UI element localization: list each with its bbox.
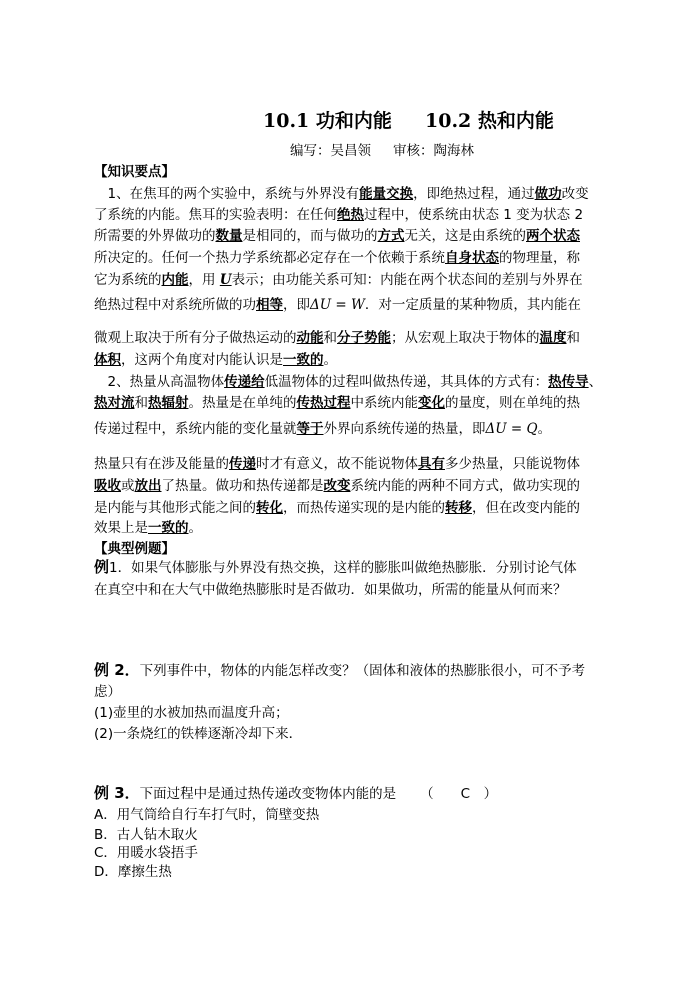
- example-3-option-c: C．用暖水袋捂手: [94, 845, 198, 861]
- key-term: 等于: [296, 421, 324, 437]
- text-run: 它为系统的: [94, 272, 162, 288]
- text-run: 。: [537, 421, 552, 437]
- example-1-label: 例: [94, 558, 110, 576]
- example-1-line-1: 1．如果气体膨胀与外界没有热交换，这样的膨胀叫做绝热膨胀．分别讨论气体: [109, 560, 577, 576]
- text-run: 的量度，则在单纯的热: [445, 395, 580, 411]
- text-run: 外界向系统传递的热量，即: [323, 421, 486, 437]
- key-term: 自身状态: [445, 250, 499, 266]
- text-run: 传递过程中，系统内能的变化量就: [94, 421, 297, 437]
- title-part-2: 10.2 热和内能: [425, 110, 554, 132]
- example-3-option-b: B．古人钻木取火: [94, 827, 198, 843]
- text-run: 所需要的外界做功的: [94, 228, 216, 244]
- key-term: 变化: [418, 395, 445, 411]
- text-run: ，但在改变内能的: [472, 500, 580, 516]
- example-3: [94, 782, 497, 803]
- key-term: 内能: [161, 272, 189, 288]
- text-run: 的物理量，称: [499, 250, 580, 266]
- knowledge-line: [94, 348, 337, 368]
- knowledge-heading: 【知识要点】: [94, 164, 175, 180]
- text-run: 。: [188, 520, 202, 536]
- knowledge-line: [94, 452, 580, 472]
- text-run: 无关，这是由系统的: [404, 228, 526, 244]
- knowledge-line: [94, 391, 580, 411]
- author-line: [290, 139, 474, 159]
- example-3-label: 例 3．: [94, 784, 140, 802]
- key-term: 放出: [134, 478, 162, 494]
- knowledge-line: [94, 182, 589, 202]
- text-run: 了系统的内能。焦耳的实验表明：在任何: [94, 207, 337, 223]
- reviewer-credit: 审核：陶海林: [393, 143, 474, 159]
- example-2-line-2: 虑）: [94, 684, 121, 700]
- key-term: 一致的: [148, 520, 189, 536]
- key-term: 体积: [94, 352, 121, 368]
- example-2-line-4: (2)一条烧红的铁棒逐渐冷却下来．: [94, 726, 303, 742]
- key-term: 分子势能: [337, 330, 391, 346]
- text-run: 低温物体的过程叫做热传递，其具体的方式有：: [264, 374, 549, 390]
- key-term: 具有: [418, 456, 445, 472]
- key-term: 热辐射: [148, 395, 189, 411]
- key-term: 传递给: [224, 374, 265, 390]
- text-run: 或: [121, 478, 135, 494]
- text-run: 绝热过程中对系统所做的功: [94, 297, 256, 313]
- knowledge-line: [94, 417, 551, 437]
- examples-heading: 【典型例题】: [94, 541, 175, 557]
- key-term: 热对流: [94, 395, 135, 411]
- key-term: 热传导: [548, 374, 589, 390]
- text-run: 过程中，使系统由状态 1 变为状态 2: [364, 207, 584, 223]
- key-term: 传热过程: [296, 395, 351, 411]
- key-term: 能量交换: [359, 186, 414, 202]
- text-run: 了热量。做功和热传递都是: [161, 478, 324, 494]
- text-run: 。热量是在单纯的: [188, 395, 297, 411]
- editor-credit: 编写：吴昌领: [290, 143, 371, 159]
- text-run: ；从宏观上取决于物体的: [391, 330, 540, 346]
- key-term: 动能: [296, 330, 324, 346]
- text-run: 1、在焦耳的两个实验中，系统与外界没有: [94, 186, 360, 202]
- key-term: 吸收: [94, 478, 121, 494]
- text-run: 效果上是: [94, 520, 148, 536]
- knowledge-line: [94, 326, 580, 346]
- key-term: 转移: [445, 500, 472, 516]
- key-term: 做功: [534, 186, 562, 202]
- key-term: 改变: [323, 478, 351, 494]
- title-part-1: 10.1 功和内能: [263, 110, 392, 132]
- text-run: 是相同的，而与做功的: [242, 228, 378, 244]
- formula: ΔU = W: [310, 297, 365, 313]
- text-run: 和: [566, 330, 580, 346]
- text-run: 所决定的。任何一个热力学系统都必定存在一个依赖于系统: [94, 250, 445, 266]
- key-term: 数量: [215, 228, 243, 244]
- text-run: 微观上取决于所有分子做热运动的: [94, 330, 297, 346]
- knowledge-line: [94, 516, 202, 536]
- knowledge-line: [94, 268, 583, 288]
- text-run: 。: [323, 352, 337, 368]
- text-run: 2、热量从高温物体: [94, 374, 225, 390]
- knowledge-line: [94, 496, 580, 516]
- text-run: 是内能与其他形式能之间的: [94, 500, 256, 516]
- text-run: ，即绝热过程，通过: [413, 186, 535, 202]
- example-3-option-d: D．摩擦生热: [94, 864, 172, 880]
- example-3-answer: （ C ）: [420, 786, 498, 802]
- text-run: 时才有意义，故不能说物体: [256, 456, 418, 472]
- key-term: 两个状态: [526, 228, 580, 244]
- text-run: 和: [323, 330, 337, 346]
- key-term: 转化: [256, 500, 283, 516]
- key-term: 绝热: [337, 207, 364, 223]
- example-3-question: 下面过程中是通过热传递改变物体内能的是: [139, 786, 397, 802]
- example-3-option-a: A．用气筒给自行车打气时，筒壁变热: [94, 807, 320, 823]
- text-run: ．对一定质量的某种物质，其内能在: [364, 297, 581, 313]
- key-term: 方式: [377, 228, 405, 244]
- text-run: 表示；由功能关系可知：内能在两个状态间的差别与外界在: [231, 272, 583, 288]
- knowledge-line: [94, 203, 583, 223]
- text-run: ，用: [188, 272, 220, 288]
- text-run: ，这两个角度对内能认识是: [121, 352, 283, 368]
- key-term: U: [219, 272, 232, 288]
- knowledge-line: [94, 474, 580, 494]
- knowledge-line: [94, 246, 580, 266]
- key-term: 温度: [539, 330, 567, 346]
- text-run: 改变: [561, 186, 589, 202]
- text-run: 系统内能的两种不同方式，做功实现的: [350, 478, 580, 494]
- text-run: 、: [588, 374, 603, 390]
- knowledge-line: [94, 370, 602, 390]
- knowledge-line: [94, 293, 581, 313]
- example-1: [94, 556, 577, 577]
- key-term: 相等: [256, 297, 283, 313]
- example-2-line-1: 下列事件中，物体的内能怎样改变？（固体和液体的热膨胀很小，可不予考: [139, 663, 586, 679]
- text-run: 热量只有在涉及能量的: [94, 456, 229, 472]
- text-run: ，即: [283, 297, 310, 313]
- knowledge-line: [94, 224, 580, 244]
- example-2-label: 例 2．: [94, 661, 140, 679]
- text-run: 和: [134, 395, 148, 411]
- text-run: 中系统内能: [350, 395, 418, 411]
- formula: ΔU = Q: [485, 421, 538, 437]
- key-term: 传递: [229, 456, 256, 472]
- text-run: ，而热传递实现的是内能的: [283, 500, 445, 516]
- text-run: 多少热量，只能说物体: [445, 456, 580, 472]
- example-2: [94, 659, 585, 680]
- example-2-line-3: (1)壶里的水被加热而温度升高；: [94, 705, 289, 721]
- example-1-line-2: 在真空中和在大气中做绝热膨胀时是否做功．如果做功，所需的能量从何而来？: [94, 582, 567, 598]
- key-term: 一致的: [283, 352, 324, 368]
